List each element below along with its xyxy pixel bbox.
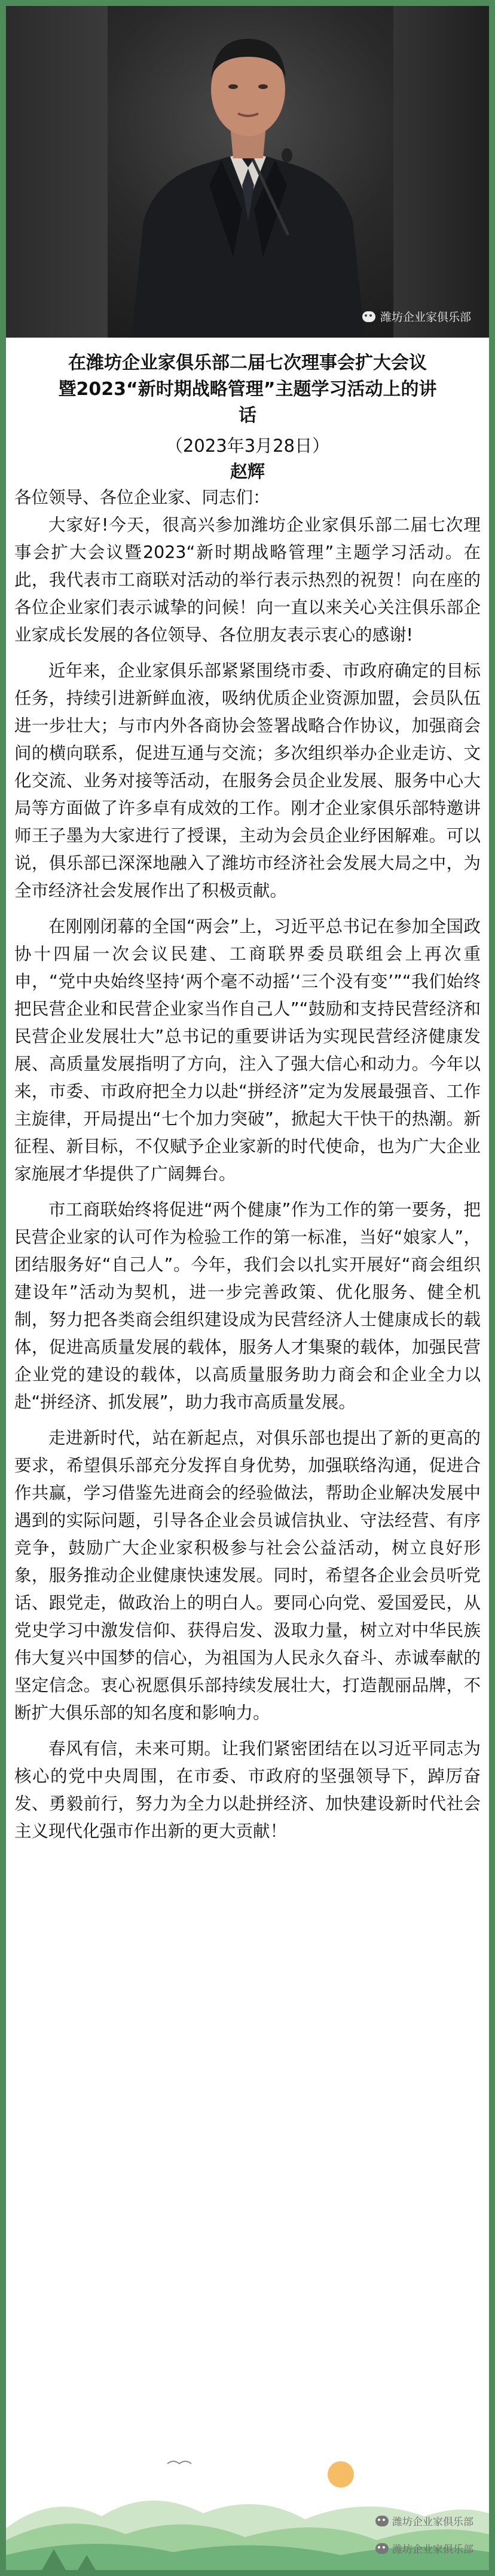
paragraph: 春风有信，未来可期。让我们紧密团结在以习近平同志为核心的党中央周围，在市委、市政府的坚强领导下，踔厉奋发、勇毅前行，努力为全力以赴拼经济、加快建设新时代社会主义现代化强市作出新的更大贡献！ bbox=[14, 1739, 481, 1841]
title-line-2: 暨2023“新时期战略管理”主题学习活动上的讲 bbox=[58, 379, 437, 400]
article-date: （2023年3月28日） bbox=[165, 436, 330, 456]
paragraph: 在刚刚闭幕的全国“两会”上，习近平总书记在参加全国政协十四届一次会议民建、工商联界委员联组会上再次重申，“党中央始终坚持‘两个毫不动摇’‘三个没有变’”“我们始终把民营企业和民营企业家当作自己人”“鼓励和支持民营经济和民营企业发展壮大”总书记的重要讲话为实现民营经济健康发展、高质量发展指明了方向，注入了强大信心和动力。今年以来，市委、市政府把全力以赴“拼经济”定为发展最强音、工作主旋律，开局提出“七个加力突破”，掀起大干快干的热潮。新征程、新目标，不仅赋予企业家新的时代使命，也为广大企业家施展才华提供了广阔舞台。 bbox=[14, 917, 481, 1184]
photo-watermark bbox=[362, 308, 471, 324]
paragraph: 走进新时代，站在新起点，对俱乐部也提出了新的更高的要求，希望俱乐部充分发挥自身优势，加强联络沟通，促进合作共赢，学习借鉴先进商会的经验做法，帮助企业解决发展中遇到的实际问题，引导各企业会员诚信执业、守法经营、有序竞争，鼓励广大企业家积极参与社会公益活动，树立良好形象，服务推动企业健康快速发展。同时，希望各企业会员听党话、跟党走，做政治上的明白人。要同心向党、爱国爱民，从党史学习中激发信仰、获得启发、汲取力量，树立对中华民族伟大复兴中国梦的信心，为祖国为人民永久奋斗、赤诚奉献的坚定信念。衷心祝愿俱乐部持续发展壮大，打造靓丽品牌，不断扩大俱乐部的知名度和影响力。 bbox=[14, 1428, 481, 1723]
footer-watermark-top bbox=[375, 2513, 473, 2528]
paragraph: 大家好!今天，很高兴参加潍坊企业家俱乐部二届七次理事会扩大会议暨2023“新时期战略管理”主题学习活动。在此，我代表市工商联对活动的举行表示热烈的祝贺！向在座的各位企业家们表示诚挚的问候！向一直以来关心关注俱乐部企业家成长发展的各位领导、各位朋友表示衷心的感谢! bbox=[14, 515, 481, 645]
paragraph: 近年来，企业家俱乐部紧紧围绕市委、市政府确定的目标任务，持续引进新鲜血液，吸纳优质企业资源加盟，会员队伍进一步壮大；与市内外各商协会签署战略合作协议，加强商会间的横向联系，促进互通与交流；多次组织举办企业走访、文化交流、业务对接等活动，在服务会员企业发展、服务中心大局等方面做了许多卓有成效的工作。刚才企业家俱乐部特邀讲师王子墨为大家进行了授课，主动为会员企业纾困解难。可以说，俱乐部已深深地融入了潍坊市经济社会发展大局之中，为全市经济社会发展作出了积极贡献。 bbox=[14, 661, 481, 900]
title-line-3: 话 bbox=[239, 405, 256, 426]
speaker-figure bbox=[6, 6, 489, 338]
article-author: 赵辉 bbox=[230, 461, 265, 482]
footer-landscape bbox=[6, 2451, 489, 2570]
footer-watermark-bottom-text: 潍坊企业家俱乐部 bbox=[392, 2544, 473, 2556]
greeting: 各位领导、各位企业家、同志们： bbox=[14, 488, 270, 507]
article-title bbox=[14, 350, 481, 429]
photo-watermark-text: 潍坊企业家俱乐部 bbox=[380, 311, 471, 324]
article-body bbox=[14, 350, 481, 1854]
footer-watermark-bottom bbox=[375, 2541, 473, 2556]
paragraph: 市工商联始终将促进“两个健康”作为工作的第一要务，把民营企业家的认可作为检验工作的第一标准，当好“娘家人”，团结服务好“自己人”。今年，我们会以扎实开展好“商会组织建设年”活动为契机，进一步完善政策、优化服务、健全机制，努力把各类商会组织建设成为民营经济人士健康成长的载体，促进高质量发展的载体，服务人才集聚的载体，加强民营企业党的建设的载体，以高质量服务助力商会和企业全力以赴“拼经济、抓发展”，助力我市高质量发展。 bbox=[14, 1200, 481, 1412]
title-line-1: 在潍坊企业家俱乐部二届七次理事会扩大会议 bbox=[68, 353, 427, 373]
footer-watermark-top-text: 潍坊企业家俱乐部 bbox=[392, 2516, 473, 2528]
speaker-photo bbox=[6, 6, 489, 338]
wechat-icon bbox=[362, 311, 375, 322]
wechat-icon bbox=[375, 2543, 389, 2554]
wechat-icon bbox=[375, 2516, 389, 2526]
